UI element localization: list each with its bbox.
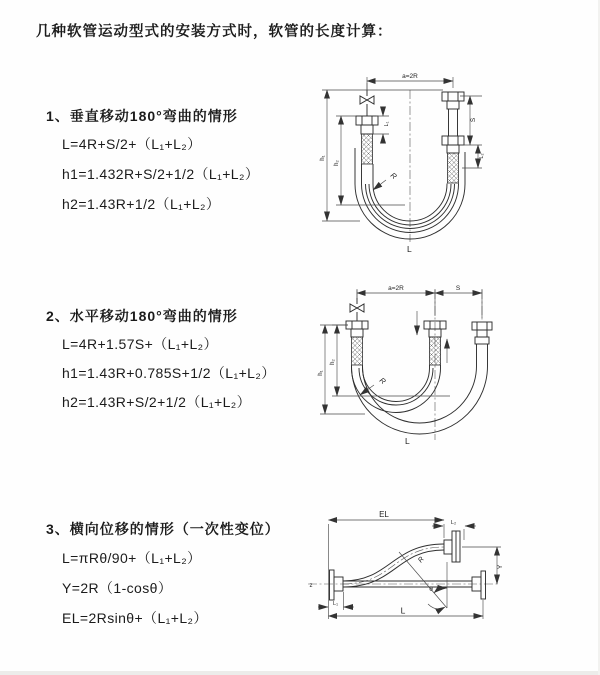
- length-label: L: [405, 436, 410, 446]
- length-label: L: [400, 605, 406, 616]
- page-title: 几种软管运动型式的安装方式时，软管的长度计算：: [36, 24, 393, 40]
- section-2-formula-h1: h1=1.43R+0.785S+1/2（L₁+L₂）: [62, 365, 276, 381]
- diagram-vertical-180-bend: [310, 68, 590, 260]
- dim-y-label: Y: [497, 564, 504, 570]
- dim-h1-label: h₁: [320, 155, 326, 161]
- pipe-and-hose: [343, 544, 472, 587]
- dim-s-label: S: [470, 117, 477, 123]
- section-3-formula-EL: EL=2Rsinθ+（L₁+L₂）: [62, 610, 208, 626]
- diagram-horizontal-180-bend: [310, 278, 590, 460]
- page-bottom-edge: [0, 671, 600, 675]
- pipe-fittings: [356, 92, 464, 183]
- section-1-formula-h2: h2=1.43R+1/2（L₁+L₂）: [62, 196, 221, 212]
- dim-l2-label: L₂: [479, 153, 485, 159]
- section-1-heading: 1、垂直移动180°弯曲的情形: [46, 108, 238, 124]
- dim-h2-label: h₂: [330, 359, 336, 365]
- radius-label: R: [417, 555, 426, 565]
- dim-h1-label: h₁: [318, 370, 324, 376]
- diagram-lateral-displacement: [300, 500, 600, 660]
- section-2-formula-h2: h2=1.43R+S/2+1/2（L₁+L₂）: [62, 394, 252, 410]
- dim-a2r-label: a=2R: [388, 285, 404, 292]
- section-1-formula-h1: h1=1.432R+S/2+1/2（L₁+L₂）: [62, 166, 260, 182]
- theta-label: θ: [429, 586, 433, 593]
- dim-h2-label: h₂: [334, 160, 340, 166]
- dimension-lines: [318, 520, 501, 619]
- radius-label: R: [377, 375, 388, 387]
- dim-a2r-label: a=2R: [402, 73, 418, 80]
- section-2-formula-L: L=4R+1.57S+（L₁+L₂）: [62, 336, 218, 352]
- dim-l1-label: L₁: [333, 601, 338, 607]
- dimension-labels: [320, 73, 485, 254]
- centerlines: [308, 547, 500, 584]
- valve-symbol: [360, 90, 374, 116]
- radius-label: R: [388, 170, 399, 182]
- pipe-fittings: [346, 321, 492, 365]
- dim-l2-label: L₂: [450, 520, 457, 526]
- centerlines: [367, 83, 410, 242]
- flanges: [330, 531, 486, 600]
- dimension-labels: [318, 285, 461, 446]
- hose-curves: [352, 344, 488, 434]
- dimension-lines: [320, 289, 482, 414]
- section-2-heading: 2、水平移动180°弯曲的情形: [46, 308, 238, 324]
- datum-z-label: z: [309, 583, 313, 589]
- section-1-formula-L: L=4R+S/2+（L₁+L₂）: [62, 136, 202, 152]
- dim-l1-label: L₁: [384, 121, 390, 127]
- length-label: L: [407, 244, 412, 254]
- section-3-formula-Y: Y=2R（1-cosθ）: [62, 580, 173, 596]
- dim-el-label: EL: [379, 510, 389, 519]
- section-3-formula-L: L=πRθ/90+（L₁+L₂）: [62, 550, 202, 566]
- valve-symbol: [350, 298, 364, 321]
- section-3-heading: 3、横向位移的情形（一次性变位）: [46, 521, 280, 537]
- dim-s-label: S: [455, 285, 461, 292]
